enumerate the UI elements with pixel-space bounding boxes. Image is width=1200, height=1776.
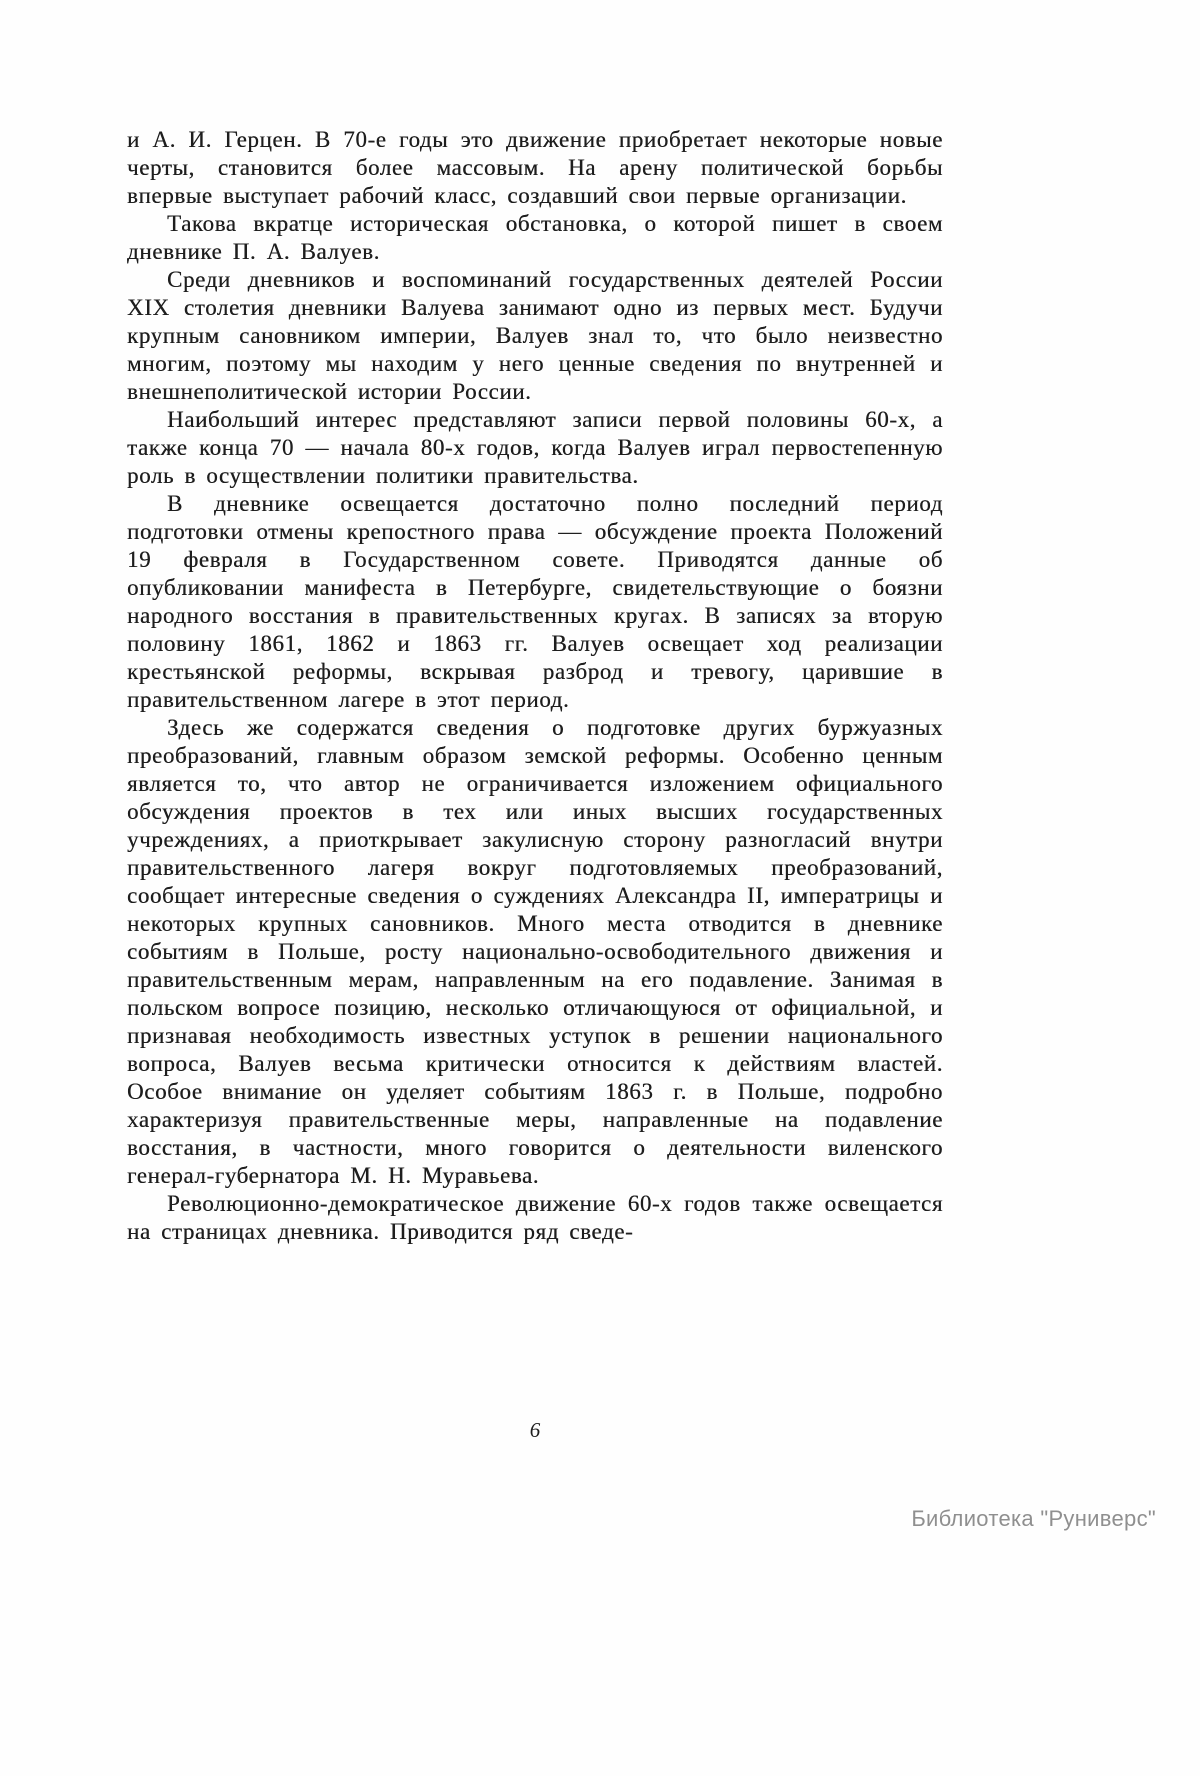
library-watermark: Библиотека "Руниверс" xyxy=(911,1506,1156,1531)
paragraph: В дневнике освещается достаточно полно последний период подготовки отмены крепостного права — обсуждение проекта Положений 19 февраля в Государственном совете. Приводятся данные об опубликовании манифеста в Петербурге, свидетельствующие о боязни народного восстания в правительственных кругах. В записях за вторую половину 1861, 1862 и 1863 гг. Валуев освещает ход реализации крестьянской реформы, вскрывая разброд и тревогу, царившие в правительственном лагере в этот период. xyxy=(127,491,943,712)
paragraph: Наибольший интерес представляют записи первой половины 60-х, а также конца 70 — начала 80-х годов, когда Валуев играл первостепенную роль в осуществлении политики правительства. xyxy=(127,407,943,488)
paragraph: Среди дневников и воспоминаний государственных деятелей России XIX столетия дневники Валуева занимают одно из первых мест. Будучи крупным сановником империи, Валуев знал то, что было неизвестно многим, поэтому мы находим у него ценные сведения по внутренней и внешнеполитической истории России. xyxy=(127,267,943,404)
paragraph: и А. И. Герцен. В 70-е годы это движение приобретает некоторые новые черты, становится более массовым. На арену политической борьбы впервые выступает рабочий класс, создавший свои первые организации. xyxy=(127,127,943,208)
page-text xyxy=(127,126,943,1246)
paragraph: Революционно-демократическое движение 60-х годов также освещается на страницах дневника. Приводится ряд сведе- xyxy=(127,1191,943,1244)
paragraph: Здесь же содержатся сведения о подготовке других буржуазных преобразований, главным образом земской реформы. Особенно ценным является то, что автор не ограничивается изложением официального обсуждения проектов в тех или иных высших государственных учреждениях, а приоткрывает закулисную сторону разногласий внутри правительственного лагеря вокруг подготовляемых преобразований, сообщает интересные сведения о суждениях Александра II, императрицы и некоторых крупных сановников. Много места отводится в дневнике событиям в Польше, росту национально-освободительного движения и правительственным мерам, направленным на его подавление. Занимая в польском вопросе позицию, несколько отличающуюся от официальной, и признавая необходимость известных уступок в решении национального вопроса, Валуев весьма критически относится к действиям властей. Особое внимание он уделяет событиям 1863 г. в Польше, подробно характеризуя правительственные меры, направленные на подавление восстания, в частности, много говорится о деятельности виленского генерал-губернатора М. Н. Муравьева. xyxy=(127,715,943,1188)
page-number: 6 xyxy=(529,1418,541,1442)
paragraph: Такова вкратце историческая обстановка, о которой пишет в своем дневнике П. А. Валуев. xyxy=(127,211,943,264)
